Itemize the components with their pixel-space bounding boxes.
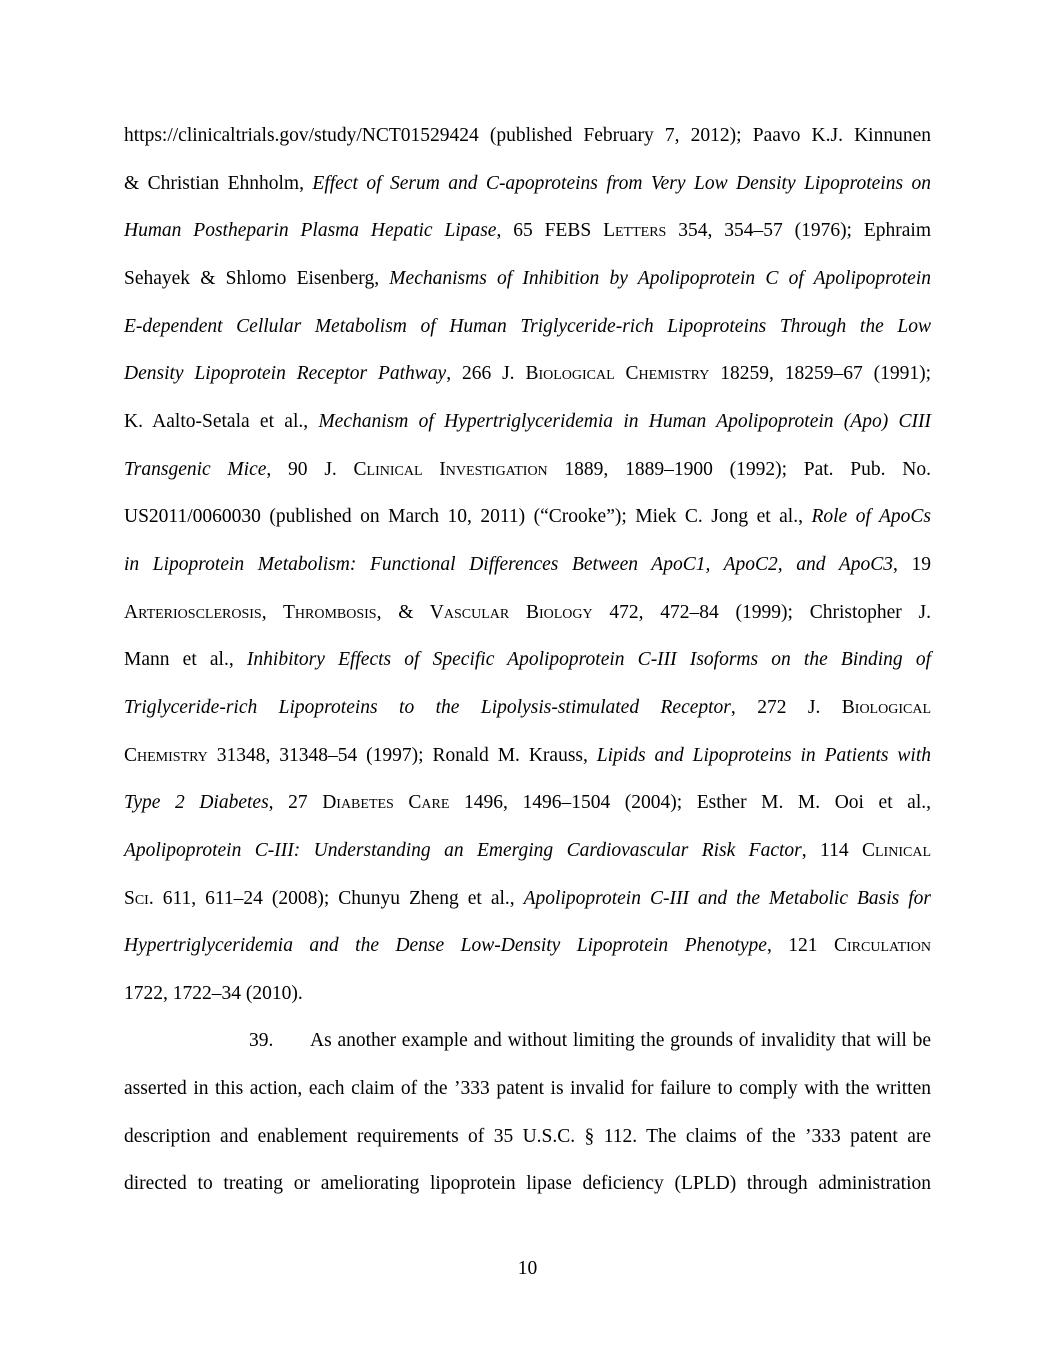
text-line: directed to treating or ameliorating lipoprotein lipase deficiency (LPLD) through administration [124, 1173, 931, 1194]
text-line: Type 2 Diabetes, 27 Diabetes Care 1496, 1496–1504 (2004); Esther M. M. Ooi et al., [124, 792, 932, 813]
text-line: Density Lipoprotein Receptor Pathway, 266 J. Biological Chemistry 18259, 18259–67 (1991); [124, 363, 931, 384]
text-line: & Christian Ehnholm, Effect of Serum and C-apoproteins from Very Low Density Lipoproteins on [124, 173, 931, 194]
text-line: US2011/0060030 (published on March 10, 2011) (“Crooke”); Miek C. Jong et al., Role of ApoCs [124, 506, 931, 527]
text-line: 39. As another example and without limiting the grounds of invalidity that will be [249, 1030, 931, 1051]
text-line: K. Aalto-Setala et al., Mechanism of Hypertriglyceridemia in Human Apolipoprotein (Apo) CIII [124, 411, 931, 432]
text-line: Transgenic Mice, 90 J. Clinical Investigation 1889, 1889–1900 (1992); Pat. Pub. No. [124, 459, 931, 480]
text-line: asserted in this action, each claim of the ’333 patent is invalid for failure to comply with the written [124, 1078, 931, 1099]
text-line: Arteriosclerosis, Thrombosis, & Vascular Biology 472, 472–84 (1999); Christopher J. [124, 602, 931, 623]
text-line: Sci. 611, 611–24 (2008); Chunyu Zheng et al., Apolipoprotein C-III and the Metabolic Basis for [124, 888, 931, 909]
text-line: Triglyceride-rich Lipoproteins to the Lipolysis-stimulated Receptor, 272 J. Biological [124, 697, 931, 718]
paragraph-number: 39. [249, 1030, 274, 1051]
text-line: Human Postheparin Plasma Hepatic Lipase, 65 FEBS Letters 354, 354–57 (1976); Ephraim [124, 220, 931, 241]
text-line: Sehayek & Shlomo Eisenberg, Mechanisms of Inhibition by Apolipoprotein C of Apolipoprotein [124, 268, 931, 289]
text-line: Hypertriglyceridemia and the Dense Low-Density Lipoprotein Phenotype, 121 Circulation [124, 935, 932, 956]
text-line: description and enablement requirements of 35 U.S.C. § 112. The claims of the ’333 patent are [124, 1126, 931, 1147]
page-number: 10 [517, 1258, 538, 1279]
text-line: Mann et al., Inhibitory Effects of Specific Apolipoprotein C-III Isoforms on the Binding of [124, 649, 932, 670]
text-line: 1722, 1722–34 (2010). [124, 983, 303, 1004]
text-line: E-dependent Cellular Metabolism of Human Triglyceride-rich Lipoproteins Through the Low [124, 316, 931, 337]
text-line: in Lipoprotein Metabolism: Functional Differences Between ApoC1, ApoC2, and ApoC3, 19 [124, 554, 932, 575]
text-line: Apolipoprotein C-III: Understanding an Emerging Cardiovascular Risk Factor, 114 Clinical [124, 840, 931, 861]
text-line: https://clinicaltrials.gov/study/NCT01529424 (published February 7, 2012); Paavo K.J. Kinnunen [124, 125, 931, 146]
text-line: Chemistry 31348, 31348–54 (1997); Ronald M. Krauss, Lipids and Lipoproteins in Patients with [124, 745, 931, 766]
